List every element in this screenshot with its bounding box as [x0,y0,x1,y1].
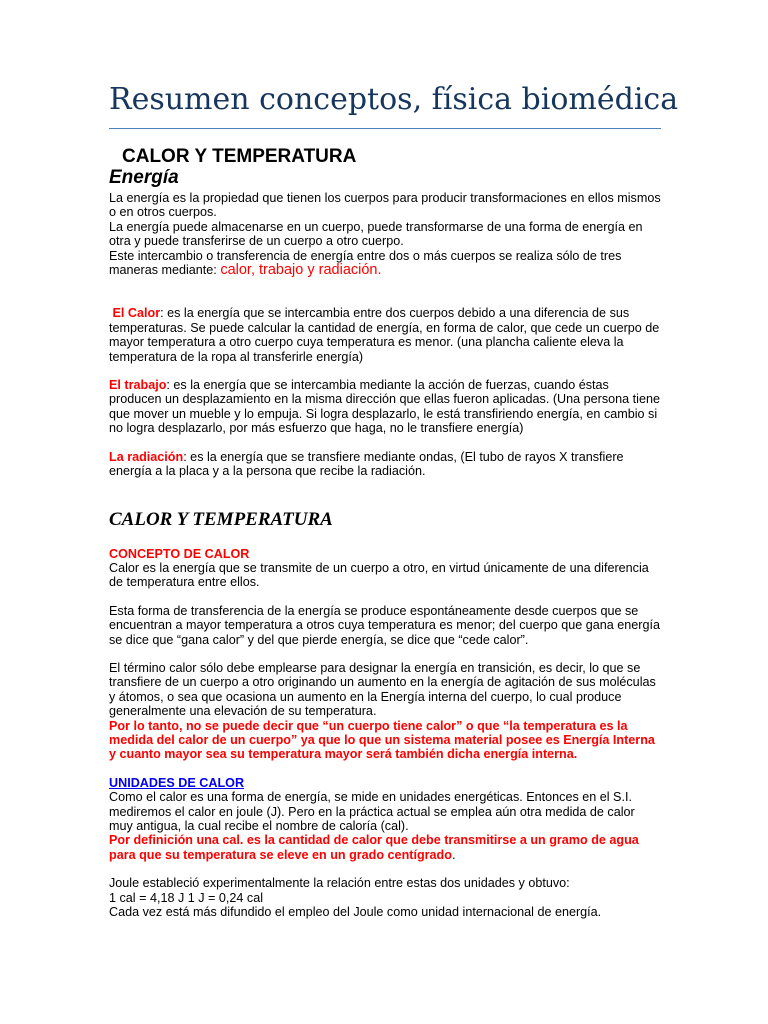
paragraph-energia-definicion: La energía es la propiedad que tienen los cuerpos para producir transformaciones en ellos mismos o en otros cuerpos. [109,191,661,220]
paragraph-concepto-2: Esta forma de transferencia de la energía se produce espontáneamente desde cuerpos que se encuentran a mayor temperatura a otros cuya temperatura es menor; del cuerpo que gana energía se dice que “gana calor” y del que pierde energía, se dice que “cede calor”. [109,603,660,647]
paragraph-joule-3: Cada vez está más difundido el empleo del Joule como unidad internacional de energía. [109,905,602,920]
highlight-maneras: calor, trabajo y radiación. [220,262,382,279]
section-heading-calor-temperatura: CALOR Y TEMPERATURA [122,146,357,167]
link-unidades-de-calor[interactable]: UNIDADES DE CALOR [109,775,245,790]
paragraph-energia-intercambio [109,249,661,278]
heading-unidades-de-calor [109,776,661,790]
definition-calor: : es la energía que se intercambia entre dos cuerpos debido a una diferencia de sus temperaturas. Se puede calcular la cantidad de energía, en forma de calor, que cede un cuerpo de mayor temperatura a otro cuerpo cuya temperatura es menor. (una plancha caliente eleva la temperatura de la ropa al transferirle energía) [109,306,660,364]
paragraph-concepto-3: El término calor sólo debe emplearse para designar la energía en transición, es decir, lo que se transfiere de un cuerpo a otro originando un aumento en la energía de agitación de sus moléculas y átomos, o sea que ocasiona un aumento en la Energía interna del cuerpo, lo cual produce generalmente una elevación de su temperatura. [109,660,656,719]
paragraph-text: Este intercambio o transferencia de energía entre dos o más cuerpos se realiza sólo de tres maneras mediante: [109,248,622,278]
paragraph-concepto-4: Por lo tanto, no se puede decir que “un cuerpo tiene calor” o que “la temperatura es la medida del calor de un cuerpo” ya que lo que un sistema material posee es Energía Interna y cuanto mayor sea su temperatura mayor será también dicha energía interna. [109,718,655,762]
paragraph-concepto-1: Calor es la energía que se transmite de un cuerpo a otro, en virtud únicamente de una diferencia de temperatura entre ellos. [109,560,649,590]
term-calor: El Calor [112,306,161,321]
paragraph-calor [109,306,661,364]
subheading-energia: Energía [109,167,179,188]
heading-concepto-de-calor: CONCEPTO DE CALOR [109,546,250,561]
paragraph-unidades-1: Como el calor es una forma de energía, se mide en unidades energéticas. Entonces en el S.I. mediremos el calor en joule (J). Pero en la práctica actual se emplea aún otra medida de calor muy antigua, la cual recibe el nombre de caloría (cal). [109,790,635,833]
title-divider [109,128,661,129]
paragraph-joule-2: 1 cal = 4,18 J 1 J = 0,24 cal [109,890,264,905]
paragraph-unidades-2 [109,833,661,862]
definition-trabajo: : es la energía que se intercambia mediante la acción de fuerzas, cuando éstas producen un desplazamiento en la misma dirección que ellas fueron aplicadas. (Una persona tiene que mover un mueble y lo empuja. Si logra desplazarlo, le está transfiriendo energía, en cambio si no logra desplazarlo, por más esfuerzo que haga, no le transfiere energía) [109,378,660,436]
paragraph-radiacion [109,450,661,479]
definition-radiacion: : es la energía que se transfiere mediante ondas, (El tubo de rayos X transfiere energía a la placa y a la persona que recibe la radiación. [109,449,624,479]
page-title: Resumen conceptos, física biomédica [109,82,679,117]
section-heading-calor-temperatura-2: CALOR Y TEMPERATURA [109,508,333,530]
paragraph-joule-1: Joule estableció experimentalmente la relación entre estas dos unidades y obtuvo: [109,876,570,891]
definition-caloria: Por definición una cal. es la cantidad de calor que debe transmitirse a un gramo de agua para que su temperatura se eleve en un grado centígrado [109,833,639,862]
paragraph-energia-almacenamiento: La energía puede almacenarse en un cuerpo, puede transformarse de una forma de energía en otra y puede transferirse de un cuerpo a otro cuerpo. [109,219,643,249]
document-body [109,146,661,919]
period: . [451,847,456,862]
term-trabajo: El trabajo [109,378,167,393]
term-radiacion: La radiación [109,449,184,464]
paragraph-trabajo [109,378,661,436]
